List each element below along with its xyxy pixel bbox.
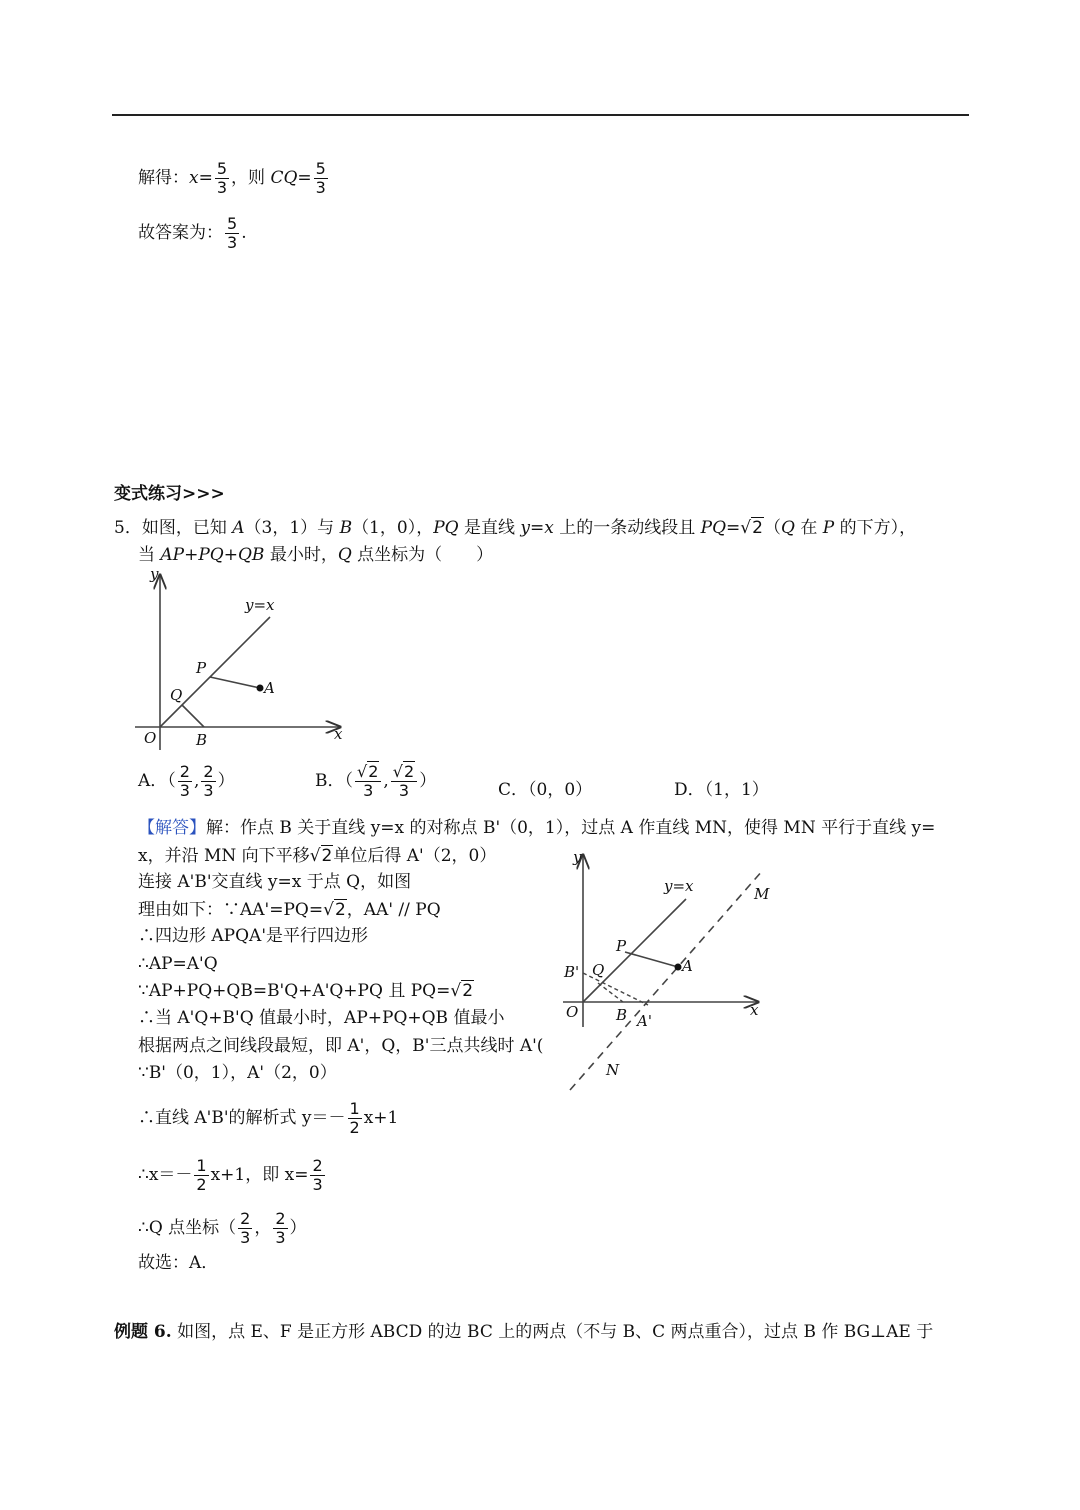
sqrt-2: √2 [740,518,763,538]
option-d[interactable]: D．（1，1） [674,780,769,800]
answer-line: 故答案为： $\frac{5}{3}$ . [138,214,247,252]
line-y-equals-x [583,899,686,1002]
solution-line6: ∴AP=A'Q [138,954,218,974]
section-title: 变式练习>>> [114,484,225,504]
problem5-line1: 5．如图，已知 A（3，1）与 B（1，0），PQ 是直线 y=x 上的一条动线段且 PQ=√2（Q 在 P 的下方）， [114,518,917,538]
fraction: $\frac{5}{3}$ [216,159,228,197]
label-aprime: A' [637,1012,652,1030]
solution-line12: ∴x＝－ $\frac{1}{2}$ x+1，即 x= $\frac{2}{3}$ [138,1156,323,1194]
option-b[interactable]: B．（ $\frac{√2}{3}$ , $\frac{√2}{3}$ ） [315,762,437,800]
solve-line: 解得：x= $\frac{5}{3}$ ，则 CQ= $\frac{5}{3}$ [138,159,326,197]
solution-line7: ∵AP+PQ+QB=B'Q+A'Q+PQ 且 PQ=√2 [138,981,474,1001]
label-bprime: B' [564,963,580,981]
label-n: N [606,1061,620,1079]
figure-2 [558,845,808,1095]
header-rule [112,114,969,116]
solution-line13: ∴Q 点坐标（ $\frac{2}{3}$ ， $\frac{2}{3}$ ） [138,1209,307,1247]
solution-line1: 【解答】解：作点 B 关于直线 y=x 的对称点 B'（0，1），过点 A 作直线 MN，使得 MN 平行于直线 y= [138,818,936,838]
point-a [257,685,264,692]
label-line: y=x [245,596,275,614]
solution-line10: ∵B'（0，1），A'（2，0） [138,1063,337,1083]
fraction: $\frac{5}{3}$ [315,159,326,197]
label-p: P [196,659,207,677]
label-m: M [754,885,770,903]
option-a[interactable]: A．（ $\frac{2}{3}$ , $\frac{2}{3}$ ） [138,762,235,800]
solution-line9: 根据两点之间线段最短，即 A'，Q，B'三点共线时 A'( [138,1036,544,1056]
solution-line11: ∴直线 A'B'的解析式 y＝－ $\frac{1}{2}$ x+1 [138,1099,399,1137]
label-line: y=x [664,877,694,895]
segment-qb [182,705,204,727]
label-x: x [750,1001,759,1019]
solution-line8: ∴当 A'Q+B'Q 值最小时，AP+PQ+QB 值最小 [138,1008,505,1028]
label-y: y [573,848,582,866]
solution-line3: 连接 A'B'交直线 y=x 于点 Q，如图 [138,872,412,892]
label-a: A [264,679,275,697]
example6-line: 例题 6. 如图，点 E、F 是正方形 ABCD 的边 BC 上的两点（不与 B、C 两点重合），过点 B 作 BG⊥AE 于 [114,1322,934,1342]
solution-line5: ∴四边形 APQA'是平行四边形 [138,926,369,946]
line-mn-dashed [570,870,763,1090]
label-q: Q [592,961,605,979]
line-y-equals-x [160,617,270,727]
solution-line2: x，并沿 MN 向下平移√2单位后得 A'（2，0） [138,846,497,866]
segment-pa [625,952,678,967]
label-o: O [144,729,157,747]
label-y: y [150,565,159,583]
label-x: x [334,725,343,743]
answer-tag: 【解答】 [138,818,206,838]
solution-line14: 故选：A． [138,1253,219,1273]
label-o: O [566,1003,579,1021]
point-a [675,964,682,971]
label-b: B [196,731,208,749]
problem5-line2: 当 AP+PQ+QB 最小时，Q 点坐标为（ ） [138,545,494,565]
figure-1 [130,565,360,755]
label-b: B [616,1006,628,1024]
option-c[interactable]: C．（0，0） [498,780,593,800]
segment-pa [210,677,260,688]
label-p: P [616,937,627,955]
label-a: A [682,957,693,975]
label-q: Q [170,686,183,704]
solution-line4: 理由如下：∵AA'=PQ=√2，AA' // PQ [138,900,441,920]
fraction: $\frac{5}{3}$ [227,214,238,252]
